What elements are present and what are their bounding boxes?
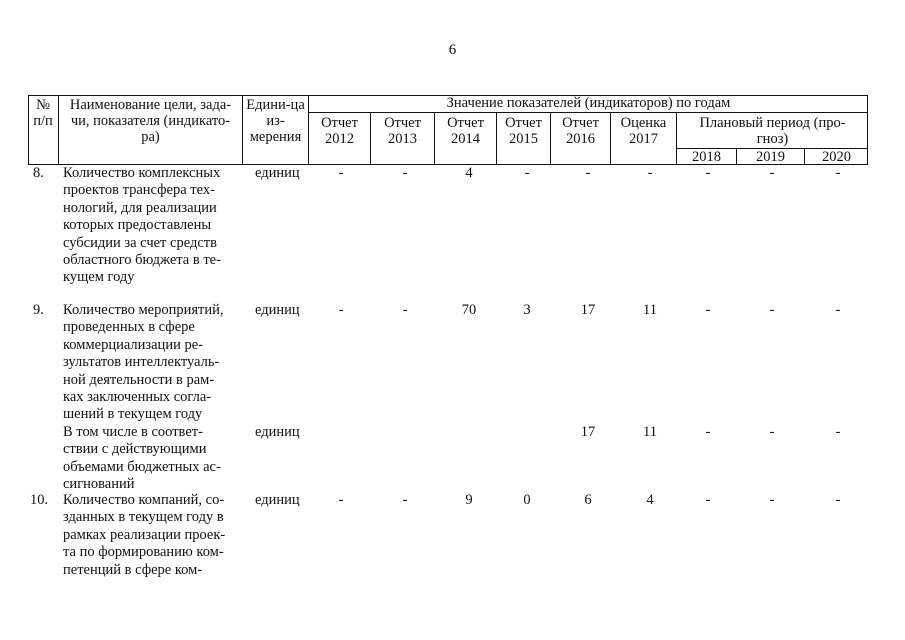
row-name xyxy=(63,424,241,494)
row-name-line: субсидии за счет средств xyxy=(63,234,217,251)
row-name xyxy=(63,302,241,424)
row-value: 11 xyxy=(643,302,657,318)
row-name-line: зультатов интеллектуаль- xyxy=(63,354,220,371)
plan-2018-text: 2018 xyxy=(692,149,721,165)
row-value: - xyxy=(402,302,408,318)
year-2015-text: Отчет 2015 xyxy=(505,115,542,147)
row-name-line: В том числе в соответ- xyxy=(63,424,203,440)
row-value: - xyxy=(705,302,711,318)
year-2014-text: Отчет 2014 xyxy=(447,115,484,147)
plan-2020-text: 2020 xyxy=(822,149,851,165)
header-group-title-text: Значение показателей (индикаторов) по годам xyxy=(446,95,731,111)
year-2016-text: Отчет 2016 xyxy=(562,115,599,147)
row-number: 9. xyxy=(33,302,44,318)
header-plan-title xyxy=(676,112,868,148)
row-name-line: ках заключенных согла- xyxy=(63,389,212,406)
row-value: 6 xyxy=(584,492,592,508)
row-name-line: ствии с действующими xyxy=(63,441,207,458)
row-number: 10. xyxy=(30,492,49,508)
row-unit: единиц xyxy=(255,165,300,181)
header-col-unit-text: Едини-ца из-мерения xyxy=(246,97,305,145)
row-value: 3 xyxy=(523,302,531,318)
row-name xyxy=(63,165,241,287)
header-group-title xyxy=(308,95,868,112)
row-name-line: коммерциализации ре- xyxy=(63,336,203,353)
row-name-line: ной деятельности в рам- xyxy=(63,371,215,388)
row-value: - xyxy=(705,424,711,440)
header-year-2016 xyxy=(550,112,610,165)
row-value: - xyxy=(769,492,775,508)
row-value: - xyxy=(402,492,408,508)
header-col-number xyxy=(28,95,58,165)
plan-title-text: Плановый период (про-гноз) xyxy=(699,115,846,147)
row-value: - xyxy=(705,165,711,181)
row-value: - xyxy=(835,424,841,440)
header-col-name-text: Наименование цели, зада-чи, показателя (индикато-ра) xyxy=(69,97,232,145)
row-name-line: петенций в сфере ком- xyxy=(63,561,203,578)
row-name-line: Количество комплексных xyxy=(63,165,221,181)
year-2017-text: Оценка 2017 xyxy=(620,115,667,147)
row-name-line: та по формированию ком- xyxy=(63,544,224,561)
row-unit: единиц xyxy=(255,492,300,508)
header-plan-2020 xyxy=(804,148,868,165)
year-2012-text: Отчет 2012 xyxy=(321,115,358,147)
row-name-line: нологий, для реализации xyxy=(63,199,217,216)
row-name-line: проведенных в сфере xyxy=(63,319,195,336)
row-value: 0 xyxy=(523,492,531,508)
row-value: - xyxy=(769,424,775,440)
row-value: - xyxy=(338,492,344,508)
header-year-2012 xyxy=(308,112,370,165)
row-value: 4 xyxy=(465,165,473,181)
row-value: - xyxy=(769,165,775,181)
row-unit: единиц xyxy=(255,424,300,440)
row-value: - xyxy=(402,165,408,181)
header-year-2017 xyxy=(610,112,676,165)
row-value: 11 xyxy=(643,424,657,440)
header-year-2013 xyxy=(370,112,434,165)
row-value: 9 xyxy=(465,492,473,508)
row-name-line: областного бюджета в те- xyxy=(63,252,221,269)
page-number: 6 xyxy=(448,42,457,58)
header-year-2015 xyxy=(496,112,550,165)
header-plan-2018 xyxy=(676,148,736,165)
row-name-line: проектов трансфера тех- xyxy=(63,182,215,199)
row-value: - xyxy=(705,492,711,508)
year-2013-text: Отчет 2013 xyxy=(384,115,421,147)
row-name-line: рамках реализации проек- xyxy=(63,526,226,543)
header-col-unit xyxy=(242,95,308,165)
header-col-name xyxy=(58,95,242,165)
table-header xyxy=(28,95,868,165)
header-col-number-text: № п/п xyxy=(33,97,53,129)
row-value: - xyxy=(835,165,841,181)
row-name-line: зданных в текущем году в xyxy=(63,509,224,526)
row-name-line: объемами бюджетных ас- xyxy=(63,458,221,475)
row-name-line: которых предоставлены xyxy=(63,217,212,234)
row-value: 4 xyxy=(646,492,654,508)
row-value: 70 xyxy=(461,302,477,318)
row-unit: единиц xyxy=(255,302,300,318)
row-value: - xyxy=(835,492,841,508)
row-name-line: сигнований xyxy=(63,476,135,493)
row-value: 17 xyxy=(580,302,596,318)
row-value: - xyxy=(524,165,530,181)
row-name-line: Количество компаний, со- xyxy=(63,492,225,508)
header-plan-2019 xyxy=(736,148,804,165)
row-value: - xyxy=(338,165,344,181)
row-value: - xyxy=(769,302,775,318)
row-value: 17 xyxy=(580,424,596,440)
row-name-line: шений в текущем году xyxy=(63,406,203,423)
row-value: - xyxy=(585,165,591,181)
row-name-line: Количество мероприятий, xyxy=(63,302,224,318)
row-value: - xyxy=(647,165,653,181)
header-year-2014 xyxy=(434,112,496,165)
row-value: - xyxy=(835,302,841,318)
row-number: 8. xyxy=(33,165,44,181)
row-name xyxy=(63,492,241,579)
row-name-line: кущем году xyxy=(63,269,135,286)
row-value: - xyxy=(338,302,344,318)
plan-2019-text: 2019 xyxy=(756,149,785,165)
